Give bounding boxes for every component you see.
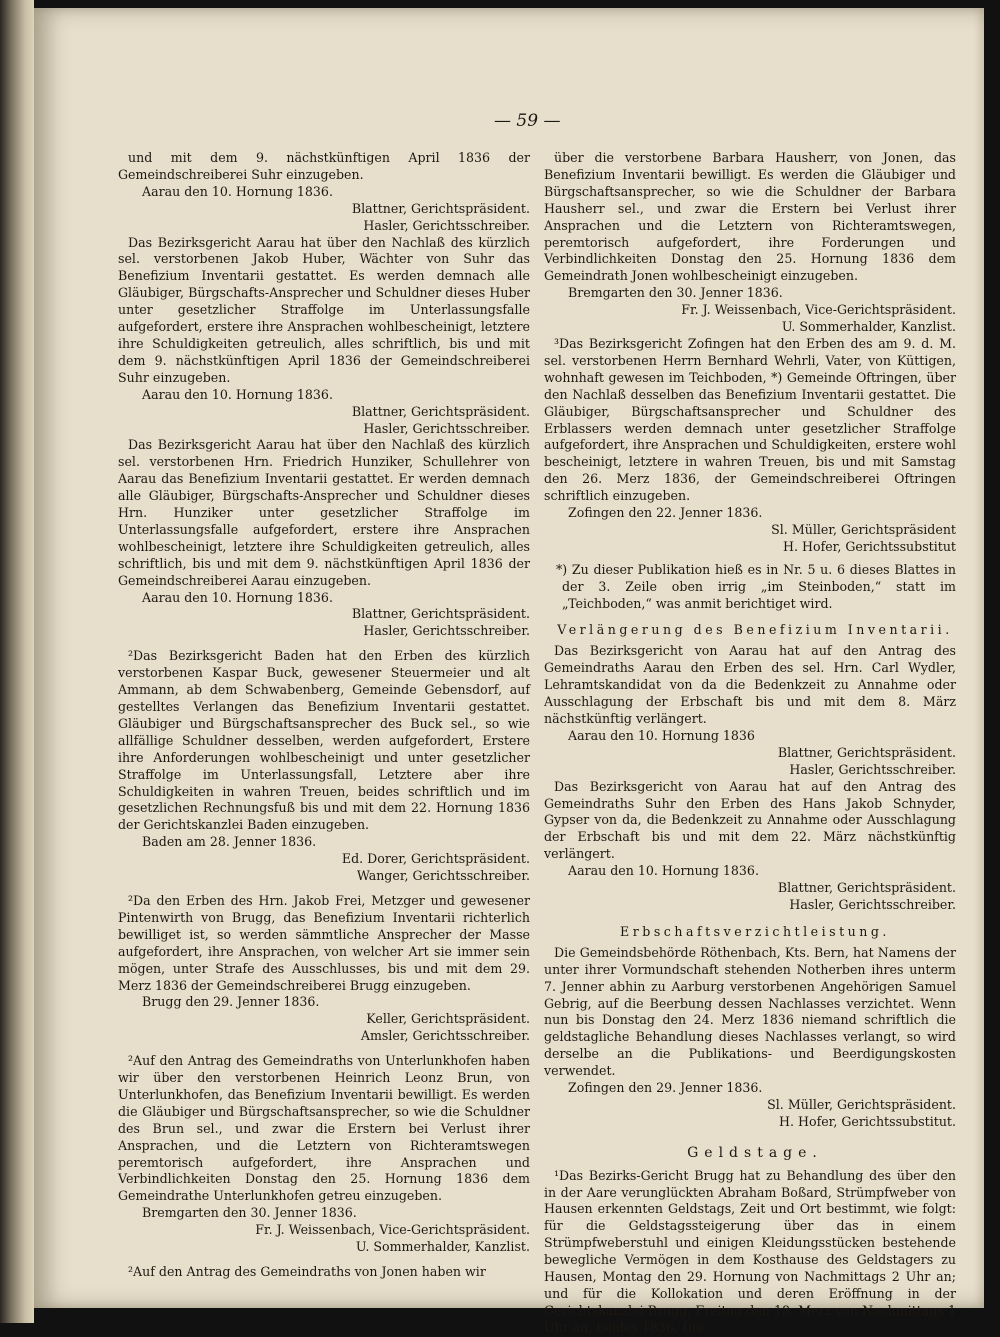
- signature-line: Amsler, Gerichtsschreiber.: [360, 1028, 530, 1044]
- signature-line: Ed. Dorer, Gerichtspräsident.: [341, 851, 530, 867]
- signature-line: Blattner, Gerichtspräsident.: [351, 606, 530, 622]
- paragraph-gap: [118, 885, 530, 893]
- signature-line: Wanger, Gerichtsschreiber.: [356, 868, 530, 884]
- place-date-line: Aarau den 10. Hornung 1836: [568, 727, 755, 743]
- place-date-line: Baden am 28. Jenner 1836.: [142, 834, 317, 850]
- notice-paragraph: ²Da den Erben des Hrn. Jakob Frei, Metzger und gewesener Pintenwirth von Brugg, das Benefizium Inventarii richterlich bewilliget ist, so werden sämmtliche Ansprecher der Masse aufgefordert, ihre Ansprachen, von welcher Art sie immer sein mögen, unter Strafe des Ausschlusses, bis und mit dem 29. Merz 1836 der Gemeindschreiberei Brugg einzugeben.: [118, 892, 530, 993]
- paragraph-gap: [118, 640, 530, 648]
- notice-paragraph: ¹Das Bezirks-Gericht Brugg hat zu Behandlung des über den in der Aare verunglückten Abraham Boßard, Strümpfweber von Hausen erkennten Geldstags, Zeit und Ort bestimmt, wie folgt: für die Geldstagssteigerung über das in einem Strümpfweberstuhl und einigen Kleidungsstücken bestehende bewegliche Vermögen in dem Kosthause des Geldstagers zu Hausen, Montag den 29. Hornung von Nachmittags 2 Uhr an; und für die Kollokation und deren Eröffnung in der Gerichtskanzlei Brugg, Freitag den 18. Merz von Nachmittags 1 Uhr an, beides 1836. Die: [544, 1167, 956, 1335]
- signature-line: Keller, Gerichtspräsident.: [366, 1011, 530, 1027]
- newspaper-page: [34, 8, 984, 1335]
- notice-paragraph: Das Bezirksgericht Aarau hat über den Nachlaß des kürzlich sel. verstorbenen Hrn. Friedrich Hunziker, Schullehrer von Aarau das Benefizium Inventarii gestattet. Er werden demnach alle Gläubiger, Bürgschafts-Ansprecher und Schuldner dieses Hrn. Hunziker unter gesetzlicher Straffolge im Unterlassungsfalle aufgefordert, erstere ihre Ansprachen wohlbescheinigt, letztere ihre Schuldigkeiten getreulich, alles schriftlich, bis und mit dem 9. nächstkünftigen April 1836 der Gemeindschreiberei Aarau einzugeben.: [118, 437, 530, 588]
- notice-paragraph: ²Auf den Antrag des Gemeindraths von Jonen haben wir: [128, 1264, 486, 1279]
- place-date-line: Zofingen den 29. Jenner 1836.: [568, 1080, 763, 1096]
- signature-line: Fr. J. Weissenbach, Vice-Gerichtspräsident.: [255, 1222, 530, 1238]
- signature-line: Fr. J. Weissenbach, Vice-Gerichtspräsident.: [681, 302, 956, 318]
- paragraph-gap: [118, 1256, 530, 1264]
- paragraph-gap: [118, 1045, 530, 1053]
- signature-line: Hasler, Gerichtsschreiber.: [789, 761, 956, 777]
- signature-line: H. Hofer, Gerichtssubstitut.: [779, 1113, 956, 1129]
- section-heading: Geldstage.: [687, 1144, 823, 1161]
- signature-line: Hasler, Gerichtsschreiber.: [363, 420, 530, 436]
- signature-line: Blattner, Gerichtspräsident.: [777, 880, 956, 896]
- section-heading: Erbschaftsverzichtleistung.: [620, 923, 890, 939]
- left-column: [118, 150, 530, 1281]
- signature-line: Sl. Müller, Gerichtspräsident.: [767, 1096, 956, 1112]
- signature-line: Blattner, Gerichtspräsident.: [351, 403, 530, 419]
- notice-paragraph: ²Das Bezirksgericht Baden hat den Erben des kürzlich verstorbenen Kaspar Buck, gewesener Steuermeier und alt Ammann, ab dem Schwabenberg, Gemeinde Gebensdorf, auf gestelltes Verlangen das Benefizium Inventarii gestattet. Gläubiger und Bürgschaftsansprecher des Buck sel., so wie allfällige Schuldner desselben, werden aufgefordert, Erstere ihre Anforderungen wohlbescheinigt und unter gesetzlicher Straffolge im Unterlassungsfall, Letztere aber ihre Schuldigkeiten in wahren Treuen, beides schriftlich und im gesetzlichen Rechnungsfuß bis und mit dem 22. Hornung 1836 der Gerichtskanzlei Baden einzugeben.: [118, 648, 530, 833]
- place-date-line: Aarau den 10. Hornung 1836.: [142, 386, 333, 402]
- notice-paragraph: und mit dem 9. nächstkünftigen April 1836 der Gemeindschreiberei Suhr einzugeben.: [118, 150, 530, 182]
- place-date-line: Aarau den 10. Hornung 1836.: [142, 589, 333, 605]
- right-column: [544, 150, 956, 1337]
- place-date-line: Zofingen den 22. Jenner 1836.: [568, 505, 763, 521]
- place-date-line: Bremgarten den 30. Jenner 1836.: [142, 1205, 357, 1221]
- signature-line: Hasler, Gerichtsschreiber.: [789, 896, 956, 912]
- notice-paragraph: ²Auf den Antrag des Gemeindraths von Unterlunkhofen haben wir über den verstorbenen Heinrich Leonz Brun, von Unterlunkhofen, das Benefizium Inventarii bewilligt. Es werden die Gläubiger und Bürgschaftsansprecher, so wie die Schuldner des Brun sel., und zwar die Erstern bei Verlust ihrer Ansprachen, und die Letztern von Richteramtswegen peremtorisch aufgefordert, ihre Ansprachen und Verbindlichkeiten Donstag den 25. Hornung 1836 dem Gemeindrathe Unterlunkhofen getreu einzugeben.: [118, 1053, 530, 1204]
- place-date-line: Aarau den 10. Hornung 1836.: [568, 863, 759, 879]
- place-date-line: Aarau den 10. Hornung 1836.: [142, 183, 333, 199]
- signature-line: Sl. Müller, Gerichtspräsident: [771, 521, 956, 537]
- notice-paragraph: über die verstorbene Barbara Hausherr, von Jonen, das Benefizium Inventarii bewilligt. Es werden die Gläubiger und Bürgschaftsansprecher, so wie die Schuldner der Barbara Hausherr sel., und zwar die Erstern bei Verlust ihrer Ansprachen und die Letztern von Richteramtswegen, peremtorisch aufgefordert, ihre Forderungen und Verbindlichkeiten Donstag den 25. Hornung 1836 dem Gemeindrath Jonen wohlbescheinigt einzugeben.: [544, 150, 956, 284]
- notice-paragraph: Das Bezirksgericht Aarau hat über den Nachlaß des kürzlich sel. verstorbenen Jakob Huber, Wächter von Suhr das Benefizium Inventarii gestattet. Es werden demnach alle Gläubiger, Bürgschafts-Ansprecher und Schuldner dieses Huber unter gesetzlicher Straffolge im Unterlassungsfalle aufgefordert, erstere ihre Ansprachen wohlbescheinigt, letztere ihre Schuldigkeiten getreulich, alles schriftlich, bis und mit dem 9. nächstkünftigen April 1836 der Gemeindschreiberei Suhr einzugeben.: [118, 234, 530, 385]
- notice-paragraph: ³Das Bezirksgericht Zofingen hat den Erben des am 9. d. M. sel. verstorbenen Herrn Bernhard Wehrli, Vater, von Küttigen, wohnhaft gewesen im Teichboden, *) Gemeinde Oftringen, über den Nachlaß desselben das Benefizium Inventarii gestattet. Die Gläubiger, Bürgschaftsansprecher und Schuldner des Erblassers werden demnach unter gesetzlicher Straffolge aufgefordert, ihre Ansprachen und Schuldigkeiten, erstere wohl bescheinigt, letztere in wahren Treuen, bis und mit Samstag den 26. Merz 1836, der Gemeindschreiberei Oftringen schriftlich einzugeben.: [544, 335, 956, 504]
- signature-line: Hasler, Gerichtsschreiber.: [363, 217, 530, 233]
- signature-line: H. Hofer, Gerichtssubstitut: [783, 538, 956, 554]
- notice-paragraph: Das Bezirksgericht von Aarau hat auf den Antrag des Gemeindraths Suhr den Erben des Hans Jakob Schnyder, Gypser von da, die Bedenkzeit zu Annahme oder Ausschlagung der Erbschaft bis und mit dem 22. März nächstkünftig verlängert.: [544, 778, 956, 862]
- book-spine-shadow: [0, 0, 34, 1323]
- signature-line: U. Sommerhalder, Kanzlist.: [355, 1239, 530, 1255]
- signature-line: Blattner, Gerichtspräsident.: [777, 744, 956, 760]
- page-number: — 59 —: [494, 111, 561, 131]
- section-heading: Verlängerung des Benefizium Inventarii.: [557, 622, 953, 638]
- footnote: *) Zu dieser Publikation hieß es in Nr. 5 u. 6 dieses Blattes in der 3. Zeile oben irrig „im Steinboden,“ statt im „Teichboden,“ was anmit berichtiget wird.: [556, 561, 956, 611]
- notice-paragraph: Das Bezirksgericht von Aarau hat auf den Antrag des Gemeindraths Aarau den Erben des sel. Hrn. Carl Wydler, Lehramtskandidat von da die Bedenkzeit zu Annahme oder Ausschlagung der Erbschaft bis und mit dem 8. März nächstkünftig verlängert.: [544, 643, 956, 726]
- signature-line: U. Sommerhalder, Kanzlist.: [781, 319, 956, 335]
- place-date-line: Bremgarten den 30. Jenner 1836.: [568, 285, 783, 301]
- signature-line: Hasler, Gerichtsschreiber.: [363, 623, 530, 639]
- notice-paragraph: Die Gemeindsbehörde Röthenbach, Kts. Bern, hat Namens der unter ihrer Vormundschaft stehenden Notherben ihres unterm 7. Jenner abhin zu Aarburg verstorbenen Angehörigen Samuel Gebrig, auf die Beerbung dessen Nachlasses verzichtet. Wenn nun bis Donstag den 24. Merz 1836 niemand schriftlich die geldstagliche Behandlung dieses Nachlasses verlangt, so wird derselbe an die Publikations- und Beerdigungskosten verwendet.: [544, 944, 956, 1079]
- place-date-line: Brugg den 29. Jenner 1836.: [142, 994, 320, 1010]
- signature-line: Blattner, Gerichtspräsident.: [351, 200, 530, 216]
